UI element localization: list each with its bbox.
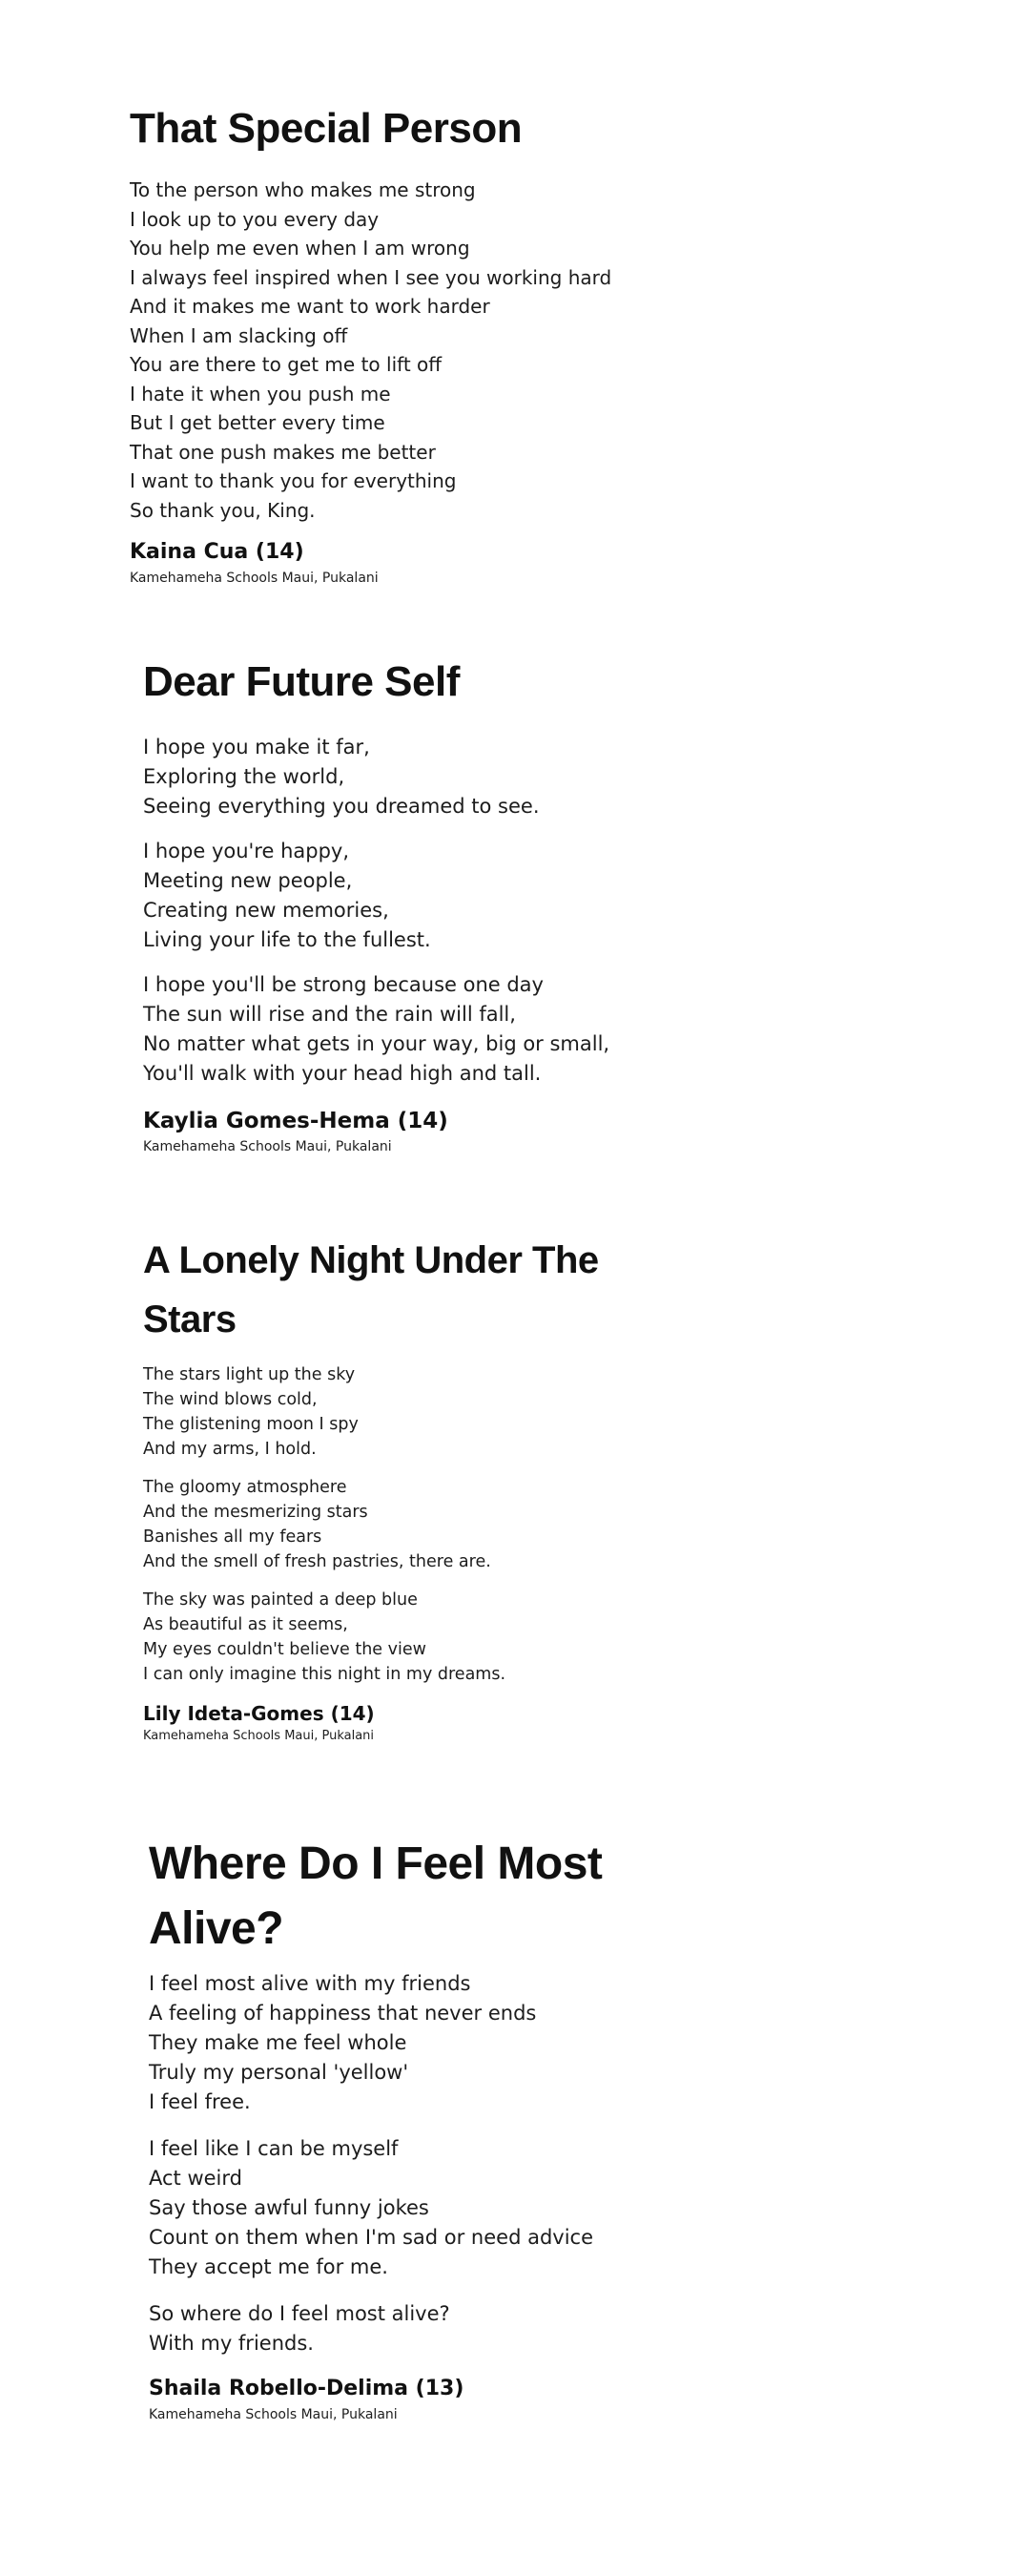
poem-line: Truly my personal 'yellow' — [149, 2061, 409, 2084]
poem-line: The glistening moon I spy — [143, 1415, 359, 1434]
poem-title — [149, 1832, 874, 1962]
poem-title: That Special Person — [130, 105, 523, 152]
poem-line: A feeling of happiness that never ends — [149, 2002, 537, 2025]
poem-line: Seeing everything you dreamed to see. — [143, 795, 540, 818]
poem-line: Meeting new people, — [143, 869, 353, 892]
poem-body — [143, 733, 868, 1089]
poem-line: So where do I feel most alive? — [149, 2302, 450, 2325]
poem-body — [143, 1362, 868, 1687]
poem-school: Kamehameha Schools Maui, Pukalani — [143, 1139, 392, 1154]
poem-title-line: Alive? — [149, 1903, 284, 1954]
stanza — [143, 1362, 868, 1462]
poem-author: Kaylia Gomes-Hema (14) — [143, 1109, 448, 1133]
poem-line: But I get better every time — [130, 411, 385, 434]
poem-where-do-i-feel-most-alive — [149, 1832, 874, 2425]
poem-line: They accept me for me. — [149, 2255, 388, 2278]
poem-line: When I am slacking off — [130, 323, 348, 347]
poem-line: As beautiful as it seems, — [143, 1615, 348, 1634]
poem-line: I feel like I can be myself — [149, 2137, 399, 2160]
poem-that-special-person — [130, 95, 855, 590]
poem-line: And the mesmerizing stars — [143, 1503, 368, 1522]
poem-line: The sky was painted a deep blue — [143, 1590, 418, 1610]
stanza — [143, 1588, 868, 1687]
poem-line: That one push makes me better — [130, 440, 436, 464]
stanza — [149, 2134, 874, 2282]
poem-line: Say those awful funny jokes — [149, 2196, 429, 2219]
poem-line: I look up to you every day — [130, 207, 380, 231]
poem-school: Kamehameha Schools Maui, Pukalani — [143, 1729, 375, 1743]
poem-line: I hope you make it far, — [143, 736, 370, 758]
poem-line: Act weird — [149, 2167, 242, 2190]
poem-line: You are there to get me to lift off — [130, 353, 443, 376]
poem-line: Banishes all my fears — [143, 1527, 322, 1547]
stanza — [143, 1475, 868, 1574]
poem-title-line: Stars — [143, 1298, 237, 1340]
poem-line: I always feel inspired when I see you working hard — [130, 265, 612, 289]
poem-line: And it makes me want to work harder — [130, 295, 490, 318]
poem-dear-future-self — [143, 649, 868, 1157]
poem-line: I want to thank you for everything — [130, 469, 457, 492]
poem-line: And the smell of fresh pastries, there are. — [143, 1552, 491, 1571]
poem-body — [130, 176, 855, 525]
stanza — [143, 733, 868, 821]
poem-line: Exploring the world, — [143, 765, 345, 788]
poem-line: Creating new memories, — [143, 899, 389, 922]
poem-author: Shaila Robello-Delima (13) — [149, 2377, 464, 2400]
poem-line: And my arms, I hold. — [143, 1440, 317, 1459]
poem-line: The gloomy atmosphere — [143, 1478, 347, 1497]
poem-line: To the person who makes me strong — [130, 178, 476, 201]
poem-line: So thank you, King. — [130, 498, 316, 522]
poem-line: I can only imagine this night in my dreams. — [143, 1665, 506, 1684]
poem-title: Dear Future Self — [143, 658, 460, 705]
poem-line: With my friends. — [149, 2332, 314, 2355]
poem-school: Kamehameha Schools Maui, Pukalani — [149, 2407, 398, 2422]
stanza — [143, 970, 868, 1089]
poem-a-lonely-night-under-the-stars — [143, 1231, 868, 1746]
poem-line: The sun will rise and the rain will fall, — [143, 1003, 516, 1026]
poem-author: Kaina Cua (14) — [130, 540, 304, 564]
poem-line: Count on them when I'm sad or need advice — [149, 2226, 594, 2249]
poem-line: You'll walk with your head high and tall. — [143, 1062, 542, 1085]
poem-title — [143, 1231, 868, 1349]
poem-title-line: A Lonely Night Under The — [143, 1239, 599, 1281]
poem-author: Lily Ideta-Gomes (14) — [143, 1702, 375, 1725]
poem-body — [149, 1969, 874, 2358]
poem-line: No matter what gets in your way, big or small, — [143, 1032, 610, 1055]
poem-line: My eyes couldn't believe the view — [143, 1640, 426, 1659]
poem-line: I hope you'll be strong because one day — [143, 973, 544, 996]
stanza — [143, 837, 868, 955]
poem-line: I hope you're happy, — [143, 840, 350, 862]
poem-school: Kamehameha Schools Maui, Pukalani — [130, 571, 379, 586]
poem-line: The stars light up the sky — [143, 1365, 356, 1384]
poem-line: The wind blows cold, — [143, 1390, 318, 1409]
poem-line: Living your life to the fullest. — [143, 928, 431, 951]
stanza — [149, 2299, 874, 2358]
poem-line: You help me even when I am wrong — [130, 237, 470, 260]
poem-line: I feel free. — [149, 2090, 251, 2113]
poem-title-line: Where Do I Feel Most — [149, 1839, 603, 1889]
stanza — [130, 176, 855, 525]
poem-line: I hate it when you push me — [130, 382, 391, 405]
poem-line: I feel most alive with my friends — [149, 1972, 471, 1995]
stanza — [149, 1969, 874, 2117]
poem-line: They make me feel whole — [149, 2031, 407, 2054]
